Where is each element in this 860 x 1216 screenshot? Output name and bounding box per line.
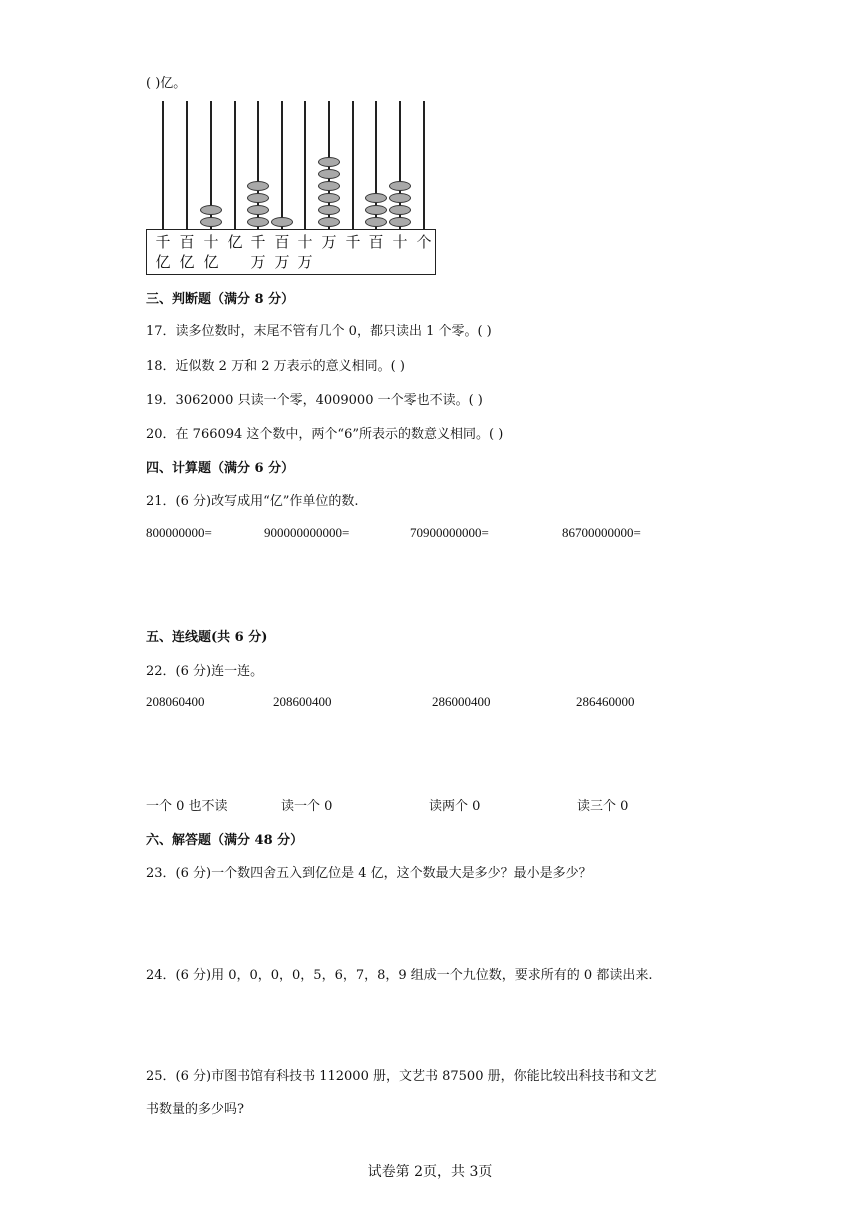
- expr-3: 70900000000=: [410, 525, 489, 540]
- abacus-place-label: 十 万: [297, 233, 313, 271]
- question-17: 17．读多位数时，末尾不管有几个 0，都只读出 1 个零。( ): [146, 324, 492, 339]
- abacus-bead: [271, 217, 293, 227]
- abacus-place-label: 千 亿: [155, 233, 171, 271]
- section3-title: 三、判断题（满分 8 分）: [146, 292, 295, 307]
- section4-title: 四、计算题（满分 6 分）: [146, 461, 295, 476]
- reading-4: 读三个 0: [577, 799, 629, 814]
- abacus-bead: [318, 169, 340, 179]
- abacus-bead: [318, 157, 340, 167]
- abacus-place-label: 千: [345, 233, 361, 251]
- abacus-rod: [162, 101, 164, 229]
- abacus-bead: [365, 193, 387, 203]
- abacus-rod: [186, 101, 188, 229]
- abacus-bead: [389, 193, 411, 203]
- abacus-rod: [304, 101, 306, 229]
- abacus-bead: [389, 217, 411, 227]
- expr-2: 900000000000=: [264, 525, 350, 540]
- abacus-label-box: [146, 229, 436, 275]
- question-24: 24．(6 分)用 0，0，0，0，5，6，7，8，9 组成一个九位数，要求所有的 0 都读出来.: [146, 968, 653, 983]
- question-19: 19．3062000 只读一个零，4009000 一个零也不读。( ): [146, 393, 483, 408]
- abacus-place-label: 百 亿: [179, 233, 195, 271]
- abacus-bead: [365, 205, 387, 215]
- section5-title: 五、连线题(共 6 分): [146, 630, 268, 645]
- abacus-place-label: 十 亿: [203, 233, 219, 271]
- page-footer: 试卷第 2页，共 3页: [367, 1164, 493, 1180]
- abacus-bead: [365, 217, 387, 227]
- abacus-rod: [423, 101, 425, 229]
- reading-2: 读一个 0: [281, 799, 333, 814]
- abacus-place-label: 万: [321, 233, 337, 251]
- number-3: 286000400: [432, 694, 491, 709]
- reading-1: 一个 0 也不读: [146, 799, 228, 814]
- question-21: 21．(6 分)改写成用“亿”作单位的数.: [146, 494, 359, 509]
- abacus-place-label: 百 万: [274, 233, 290, 271]
- abacus-bead: [318, 205, 340, 215]
- abacus-bead: [389, 205, 411, 215]
- expr-4: 86700000000=: [562, 525, 641, 540]
- question-23: 23．(6 分)一个数四舍五入到亿位是 4 亿，这个数最大是多少？最小是多少？: [146, 866, 592, 881]
- number-1: 208060400: [146, 694, 205, 709]
- expr-1: 800000000=: [146, 525, 212, 540]
- abacus-rod: [234, 101, 236, 229]
- abacus-rod: [281, 101, 283, 229]
- question-20: 20．在 766094 这个数中，两个“6”所表示的数意义相同。( ): [146, 427, 504, 442]
- abacus-bead: [200, 217, 222, 227]
- abacus-rod: [352, 101, 354, 229]
- abacus-bead: [200, 205, 222, 215]
- abacus-place-label: 千 万: [250, 233, 266, 271]
- question-18: 18．近似数 2 万和 2 万表示的意义相同。( ): [146, 359, 405, 374]
- number-4: 286460000: [576, 694, 635, 709]
- section6-title: 六、解答题（满分 48 分）: [146, 833, 304, 848]
- reading-3: 读两个 0: [429, 799, 481, 814]
- abacus-bead: [318, 193, 340, 203]
- abacus-bead: [318, 217, 340, 227]
- abacus-bead: [389, 181, 411, 191]
- question-25-line1: 25．(6 分)市图书馆有科技书 112000 册，文艺书 87500 册，你能比较出科技书和文艺: [146, 1069, 657, 1084]
- question-22: 22．(6 分)连一连。: [146, 664, 264, 679]
- abacus-place-label: 十: [392, 233, 408, 251]
- abacus-place-label: 亿: [227, 233, 243, 251]
- abacus-bead: [247, 181, 269, 191]
- abacus-bead: [247, 193, 269, 203]
- answer-blank-line: ( )亿。: [146, 76, 187, 91]
- abacus-bead: [247, 217, 269, 227]
- abacus-bead: [318, 181, 340, 191]
- abacus-place-label: 个: [416, 233, 432, 251]
- number-2: 208600400: [273, 694, 332, 709]
- question-25-line2: 书数量的多少吗?: [146, 1102, 244, 1117]
- abacus-bead: [247, 205, 269, 215]
- abacus-place-label: 百: [368, 233, 384, 251]
